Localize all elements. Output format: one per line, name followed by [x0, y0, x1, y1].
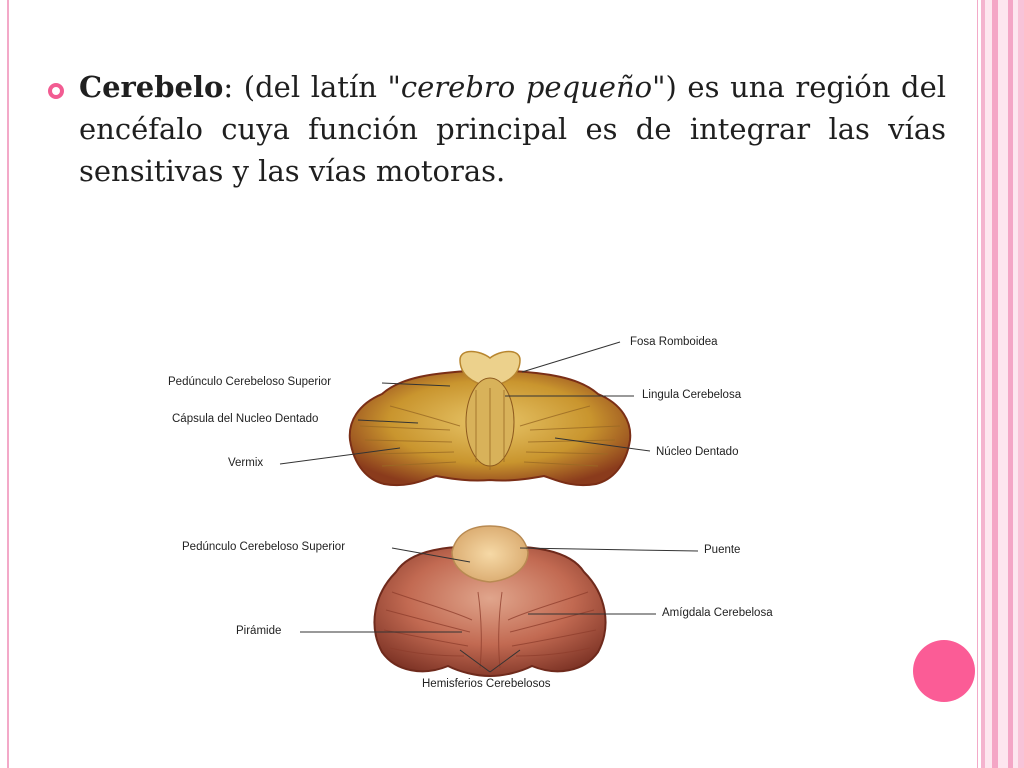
term-colon: :: [223, 70, 234, 104]
text-after-quote: ) es una región del encéfalo cuya función principal es de integrar las vías sensitivas y las vías motoras.: [79, 70, 947, 188]
label-hemisferios-cerebelosos: Hemisferios Cerebelosos: [422, 678, 551, 690]
label-amigdala-cerebelosa: Amígdala Cerebelosa: [662, 607, 773, 619]
label-capsula-nucleo-dentado: Cápsula del Nucleo Dentado: [172, 413, 319, 425]
label-puente: Puente: [704, 544, 741, 556]
term-cerebelo: Cerebelo: [79, 70, 224, 104]
label-lingula-cerebelosa: Lingula Cerebelosa: [642, 389, 742, 401]
cerebellum-section: [350, 352, 630, 486]
decorative-stripes: [978, 0, 1024, 768]
label-fosa-romboidea: Fosa Romboidea: [630, 336, 718, 348]
text-before-quote: (del latín: [233, 70, 388, 104]
bullet-icon: [48, 83, 64, 99]
label-nucleo-dentado: Núcleo Dentado: [656, 446, 739, 458]
label-pedunculo-superior-top: Pedúnculo Cerebeloso Superior: [168, 376, 332, 388]
label-piramide: Pirámide: [236, 625, 282, 637]
label-pedunculo-superior-bottom: Pedúnculo Cerebeloso Superior: [182, 541, 346, 553]
cerebellum-diagram: [160, 330, 820, 700]
decorative-circle: [913, 640, 975, 702]
label-vermix: Vermix: [228, 457, 264, 469]
quote-cerebro-pequeno: "cerebro pequeño": [387, 70, 666, 104]
bullet-text: [79, 66, 946, 192]
